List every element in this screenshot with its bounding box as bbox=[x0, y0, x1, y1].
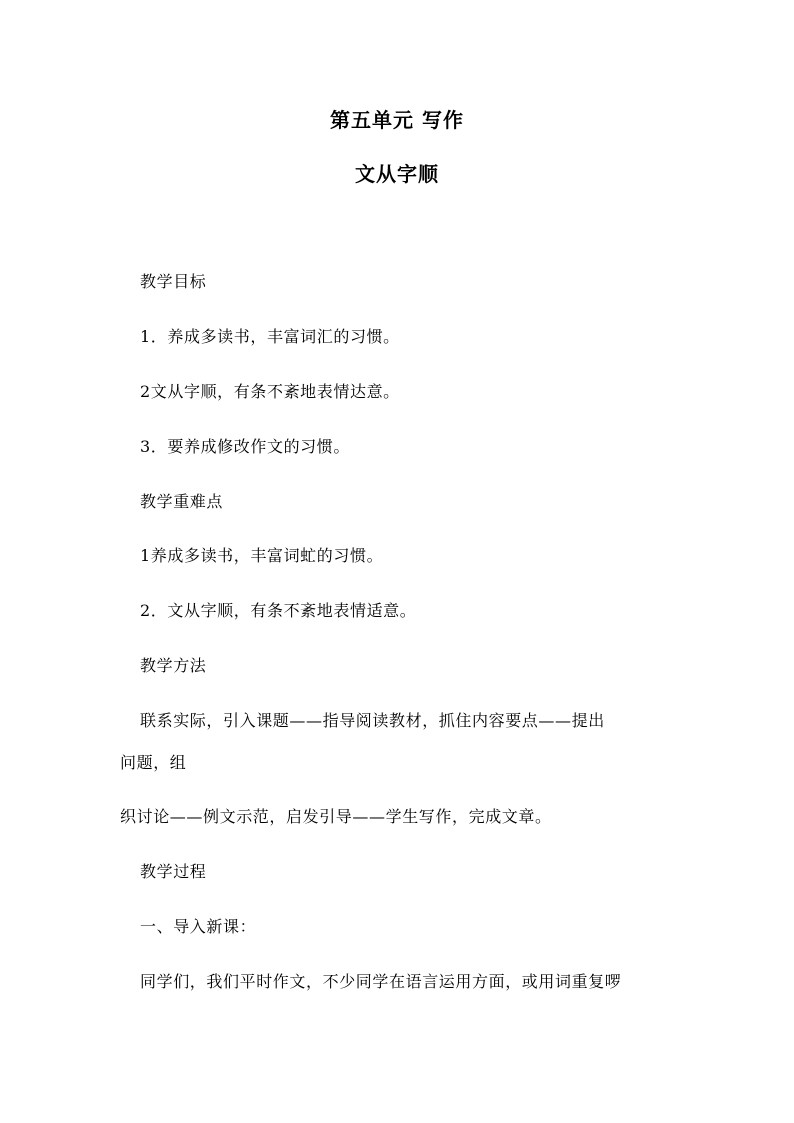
methods-paragraph-line-3: 织讨论——例文示范，启发引导——学生写作，完成文章。 bbox=[120, 807, 552, 826]
section-heading-methods: 教学方法 bbox=[140, 656, 207, 675]
goal-item-1: 1．养成多读书，丰富词汇的习惯。 bbox=[140, 327, 400, 346]
goal-item-2: 2文从字顺，有条不紊地表情达意。 bbox=[140, 382, 400, 401]
section-heading-key-points: 教学重难点 bbox=[140, 492, 224, 511]
body-paragraph-line: 同学们，我们平时作文，不少同学在语言运用方面，或用词重复啰 bbox=[140, 972, 622, 991]
key-point-item-2: 2．文从字顺，有条不紊地表情适意。 bbox=[140, 601, 417, 620]
document-title: 第五单元 写作 bbox=[330, 108, 464, 132]
section-heading-goals: 教学目标 bbox=[140, 272, 207, 291]
document-subtitle: 文从字顺 bbox=[355, 162, 439, 186]
section-heading-process: 教学过程 bbox=[140, 862, 207, 881]
key-point-item-1: 1养成多读书，丰富词虻的习惯。 bbox=[140, 546, 384, 565]
goal-item-3: 3．要养成修改作文的习惯。 bbox=[140, 437, 350, 456]
methods-paragraph-line-2: 问题，组 bbox=[120, 753, 187, 772]
methods-paragraph-line-1: 联系实际，引入课题——指导阅读教材，抓住内容要点——提出 bbox=[140, 711, 605, 730]
process-step-1: 一、导入新课： bbox=[140, 917, 257, 936]
